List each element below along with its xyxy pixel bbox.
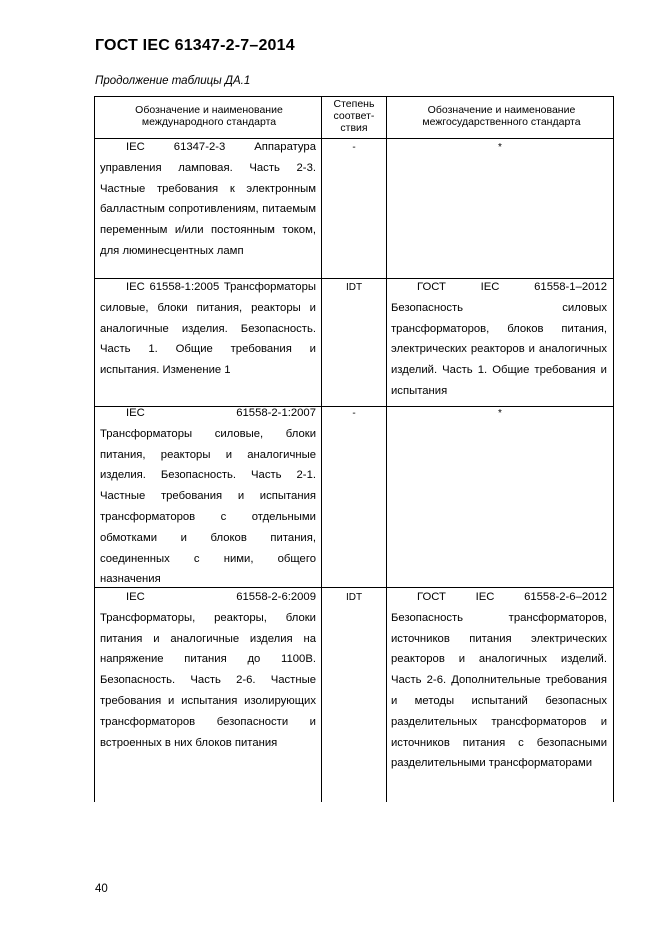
table-row-1-international: IEC 61347-2-3 Аппаратура управления ламповая. Часть 2-3. Частные требования к электронным балластным сопротивлениям, питаемым переменным и/или постоянным током, для люминесцентных ламп [100,141,316,257]
header-interstate-standard: Обозначение и наименование межгосударственного стандарта [422,104,581,128]
table-row-2-interstate: ГОСТ IEC 61558-1–2012 Безопасность силовых трансформаторов, блоков питания, электрических реакторов и аналогичных изделий. Часть 1. Общие требования и испытания [391,281,607,397]
page-number: 40 [95,883,108,895]
table-row-1-interstate: * [498,142,502,153]
table-border-right [613,96,614,802]
table-row-3-interstate: * [498,408,502,419]
column-divider-2 [386,96,387,802]
table-row-1-degree: - [352,142,356,153]
table-border-top [94,96,614,97]
table-row-2-international: IEC 61558-1:2005 Трансформаторы силовые, блоки питания, реакторы и аналогичные изделия. Безопасность. Часть 1. Общие требования и испытания. Изменение 1 [100,281,316,377]
column-divider-1 [321,96,322,802]
table-row-4-interstate: ГОСТ IEC 61558-2-6–2012 Безопасность трансформаторов, источников питания электрических реакторов и аналогичных изделий. Часть 2-6. Дополнительные требования и методы испытаний безопасных разделительных трансформаторов и источников питания с безопасными разделительными трансформаторами [391,591,607,770]
table-row-3-international: IEC 61558-2-1:2007 Трансформаторы силовые, блоки питания, реакторы и аналогичные изделия. Безопасность. Часть 2-1. Частные требования и испытания трансформаторов с отдельными обмотками и блоков питания, соединенных с ними, общего назначения [100,407,316,586]
header-degree-of-conformity: Степень соответ-ствия [333,98,375,134]
standards-table [94,96,614,802]
table-row-3-degree: - [352,408,356,419]
table-row-4-international: IEC 61558-2-6:2009 Трансформаторы, реакторы, блоки питания и аналогичные изделия на напряжение питания до 1100В. Безопасность. Часть 2-6. Частные требования и испытания изолирующих трансформаторов безопасности и встроенных в них блоков питания [100,591,316,749]
table-row-4-degree: IDT [345,592,363,603]
table-row-2-degree: IDT [345,282,363,293]
document-title: ГОСТ IEC 61347-2-7–2014 [95,37,295,54]
table-border-left [94,96,95,802]
header-international-standard: Обозначение и наименование международного стандарта [135,104,283,128]
table-caption: Продолжение таблицы ДА.1 [95,75,251,87]
